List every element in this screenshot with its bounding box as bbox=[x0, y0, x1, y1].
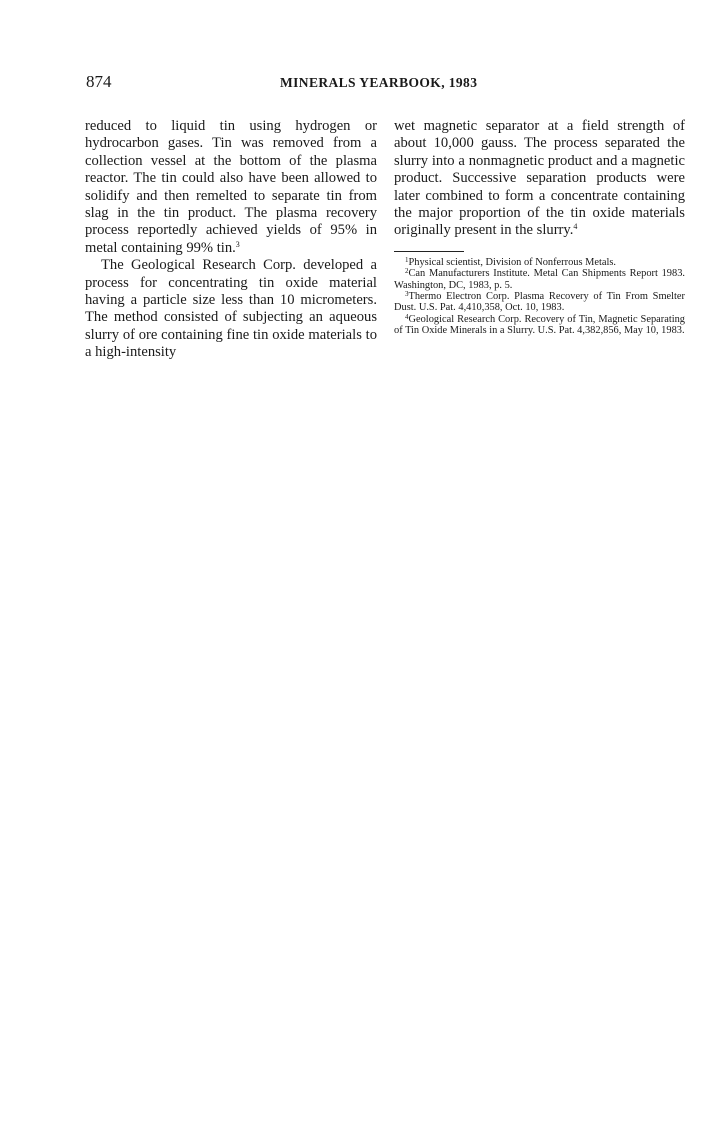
footnote-reference: 4 bbox=[573, 222, 578, 232]
footnote-text: Geological Research Corp. Recovery of Tin, Magnetic Separating of Tin Oxide Minerals in a Slurry. U.S. Pat. 4,382,856, May 10, 1983. bbox=[394, 313, 685, 337]
paragraph-text: wet magnetic separator at a field strength of about 10,000 gauss. The process separated the slurry into a nonmagnetic product and a magnetic product. Successive separation products were later combined to form a concentrate containing the major proportion of the tin oxide materials originally present in the slurry. bbox=[394, 118, 685, 239]
left-column bbox=[85, 118, 377, 362]
right-column bbox=[394, 118, 685, 337]
footnote-text: Thermo Electron Corp. Plasma Recovery of Tin From Smelter Dust. U.S. Pat. 4,410,358, Oct. 10, 1983. bbox=[394, 291, 685, 314]
footnote-text: Can Manufacturers Institute. Metal Can Shipments Report 1983. Washington, DC, 1983, p. 5. bbox=[394, 268, 685, 291]
body-paragraph bbox=[85, 118, 377, 257]
body-paragraph bbox=[394, 118, 685, 240]
paragraph-text: reduced to liquid tin using hydrogen or hydrocarbon gases. Tin was removed from a collection vessel at the bottom of the plasma reactor. The tin could also have been allowed to solidify and then remelted to separate tin from slag in the tin product. The plasma recovery process reportedly achieved yields of 95% in metal containing 99% tin. bbox=[85, 118, 377, 256]
footnote bbox=[394, 257, 685, 268]
footnote bbox=[394, 314, 685, 337]
footnote bbox=[394, 291, 685, 314]
footnote-reference: 3 bbox=[235, 239, 240, 249]
footnote-marker: 1 bbox=[405, 255, 409, 264]
footnote-marker: 2 bbox=[405, 267, 409, 276]
footnote-text: Physical scientist, Division of Nonferrous Metals. bbox=[408, 256, 616, 268]
footnote-divider bbox=[394, 251, 464, 252]
body-paragraph bbox=[85, 257, 377, 361]
page-number: 874 bbox=[86, 72, 112, 91]
footnote-marker: 3 bbox=[405, 290, 409, 299]
footnote-marker: 4 bbox=[405, 312, 409, 321]
running-title: MINERALS YEARBOOK, 1983 bbox=[280, 75, 478, 90]
footnotes bbox=[394, 257, 685, 337]
footnote bbox=[394, 268, 685, 291]
paragraph-text: The Geological Research Corp. developed a process for concentrating tin oxide material having a particle size less than 10 micrometers. The method consisted of subjecting an aqueous slurry of ore containing fine tin oxide materials to a high-intensity bbox=[85, 257, 377, 361]
